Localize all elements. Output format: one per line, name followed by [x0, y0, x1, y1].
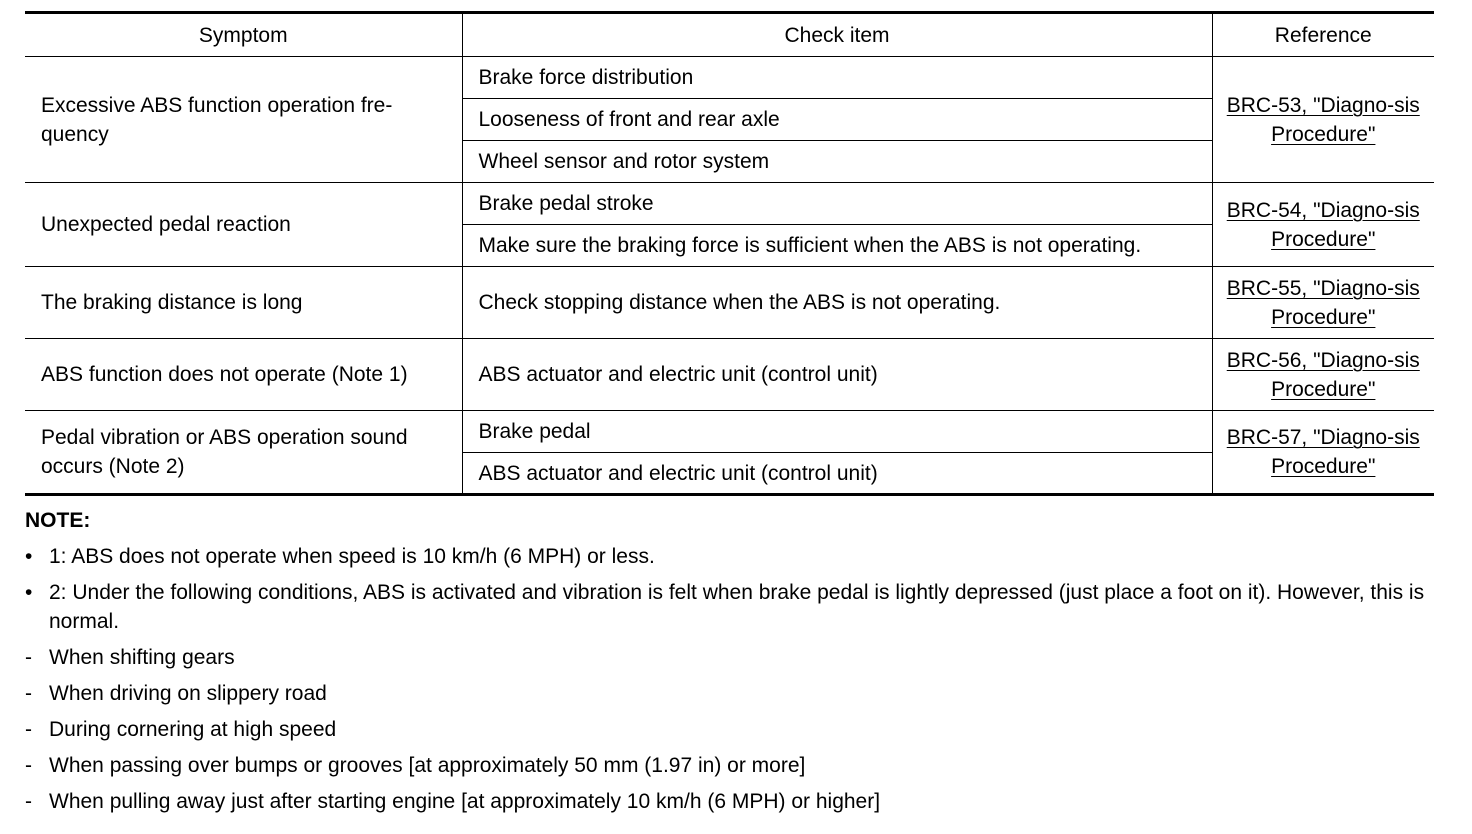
bullet-marker: • — [25, 581, 33, 604]
table-row — [25, 339, 1434, 411]
reference-link[interactable]: BRC-55, "Diagno-sis Procedure" — [1226, 276, 1420, 329]
check-item-cell: Looseness of front and rear axle — [462, 99, 1212, 141]
dash-marker: - — [25, 646, 32, 669]
check-item-cell: Brake pedal — [462, 411, 1212, 453]
symptom-table — [25, 11, 1434, 496]
dash-marker: - — [25, 682, 32, 705]
condition-text: When passing over bumps or grooves [at approximately 50 mm (1.97 in) or more] — [49, 754, 806, 777]
note-bullet-text: 1: ABS does not operate when speed is 10 km/h (6 MPH) or less. — [49, 545, 655, 568]
header-reference: Reference — [1212, 13, 1434, 57]
symptom-cell: Excessive ABS function operation fre-quency — [25, 57, 462, 183]
symptom-cell: Pedal vibration or ABS operation sound occurs (Note 2) — [25, 411, 462, 495]
check-item-cell: Brake pedal stroke — [462, 183, 1212, 225]
table-row — [25, 411, 1434, 453]
condition-item — [25, 643, 1445, 672]
symptom-cell: The braking distance is long — [25, 267, 462, 339]
check-item-cell: ABS actuator and electric unit (control unit) — [462, 453, 1212, 495]
reference-cell — [1212, 339, 1434, 411]
dash-marker: - — [25, 754, 32, 777]
reference-link[interactable]: BRC-53, "Diagno-sis Procedure" — [1226, 93, 1420, 146]
condition-text: When driving on slippery road — [49, 682, 327, 705]
reference-link[interactable]: BRC-54, "Diagno-sis Procedure" — [1226, 198, 1420, 251]
header-check-item: Check item — [462, 13, 1212, 57]
reference-cell — [1212, 411, 1434, 495]
symptom-cell: Unexpected pedal reaction — [25, 183, 462, 267]
condition-text: When pulling away just after starting engine [at approximately 10 km/h (6 MPH) or higher] — [49, 790, 881, 813]
header-symptom: Symptom — [25, 13, 462, 57]
reference-link[interactable]: BRC-57, "Diagno-sis Procedure" — [1226, 426, 1420, 478]
symptom-cell: ABS function does not operate (Note 1) — [25, 339, 462, 411]
table-header-row — [25, 13, 1434, 57]
condition-item — [25, 679, 1445, 708]
condition-text: During cornering at high speed — [49, 718, 337, 741]
condition-item — [25, 715, 1445, 744]
condition-item — [25, 751, 1445, 780]
dash-marker: - — [25, 718, 32, 741]
note-bullet-item — [25, 578, 1445, 636]
check-item-cell: ABS actuator and electric unit (control unit) — [462, 339, 1212, 411]
table-row — [25, 183, 1434, 225]
condition-text: When shifting gears — [49, 646, 235, 669]
notes-section — [25, 506, 1445, 823]
reference-cell — [1212, 57, 1434, 183]
check-item-cell: Make sure the braking force is sufficient when the ABS is not operating. — [462, 225, 1212, 267]
reference-cell — [1212, 267, 1434, 339]
check-item-cell: Wheel sensor and rotor system — [462, 141, 1212, 183]
bullet-marker: • — [25, 545, 33, 568]
reference-link[interactable]: BRC-56, "Diagno-sis Procedure" — [1226, 348, 1420, 401]
note-bullet-text: 2: Under the following conditions, ABS is activated and vibration is felt when brake pedal is lightly depressed (just place a foot on it). However, this is normal. — [49, 581, 1425, 633]
note-heading: NOTE: — [25, 509, 91, 532]
diagnosis-table-container — [25, 11, 1434, 496]
table-row — [25, 267, 1434, 339]
condition-item — [25, 787, 1445, 816]
check-item-cell: Brake force distribution — [462, 57, 1212, 99]
reference-cell — [1212, 183, 1434, 267]
dash-marker: - — [25, 790, 32, 813]
table-row — [25, 57, 1434, 99]
check-item-cell: Check stopping distance when the ABS is not operating. — [462, 267, 1212, 339]
note-bullet-item — [25, 542, 1445, 571]
